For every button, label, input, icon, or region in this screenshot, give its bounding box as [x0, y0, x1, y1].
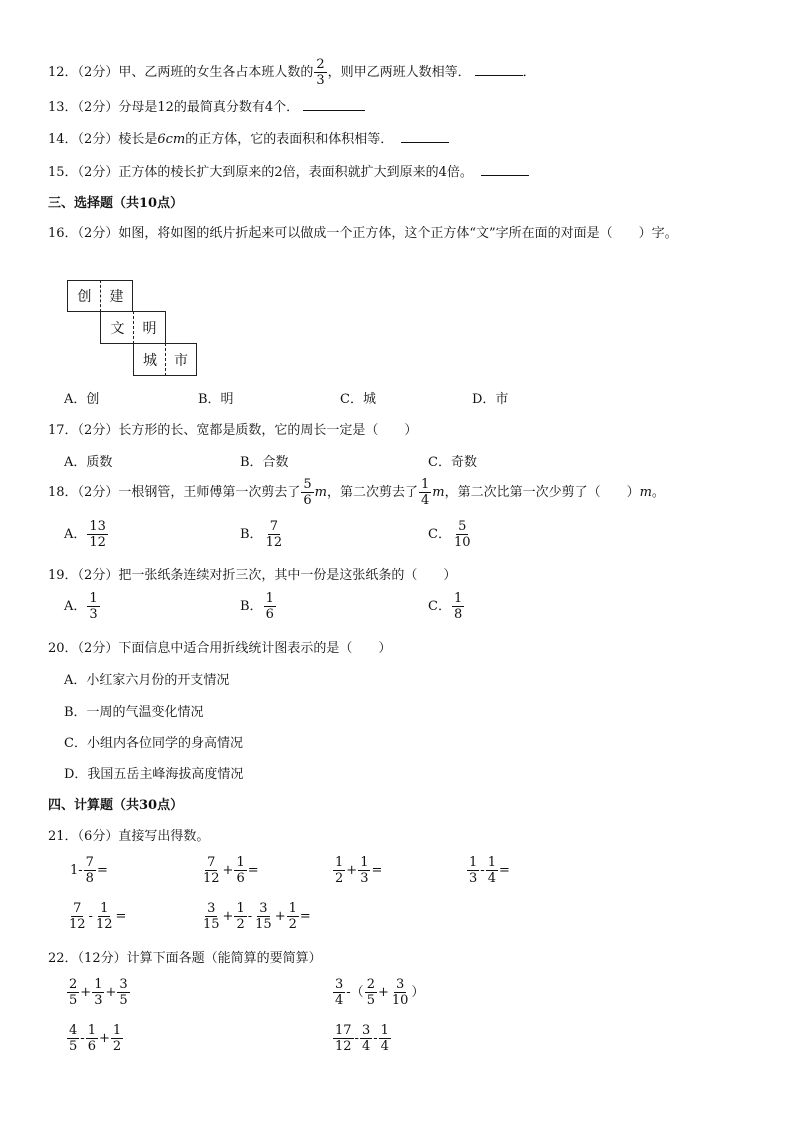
question-number: 15． [48, 165, 78, 180]
question-13 [48, 96, 365, 115]
question-text: 正方体的棱长扩大到原来的2倍，表面积就扩大到原来的4倍。 [118, 165, 473, 180]
option-a[interactable]: A．小红家六月份的开支情况 [64, 673, 230, 688]
unit-label: m [639, 485, 652, 500]
net-cell: 明 [133, 311, 166, 344]
expression: $\frac{17}{12}$ - $\frac{3}{4}$ - $\frac{1}{4}$ [335, 1023, 389, 1054]
expression: $\frac{2}{5}$ + $\frac{1}{3}$ + $\frac{3}{5}$ [69, 977, 128, 1008]
fraction: $\frac{2}{3}$ [316, 57, 325, 88]
option-b[interactable]: B．明 [198, 392, 234, 407]
fraction: $\frac{1}{4}$ [420, 477, 430, 508]
question-14 [48, 128, 449, 147]
question-score: （2分） [77, 485, 119, 500]
question-number: 19． [48, 568, 78, 583]
question-number: 17． [48, 423, 78, 438]
question-score: （2分） [77, 65, 119, 80]
option-c[interactable]: C．奇数 [428, 455, 477, 470]
question-20 [48, 637, 391, 656]
expression: $\frac{7}{12}$ - $\frac{1}{12}$ = [69, 901, 127, 932]
question-score: （2分） [77, 165, 119, 180]
section-heading: 三、选择题（共10点） [48, 196, 184, 211]
question-15 [48, 161, 529, 180]
expression: $\frac{4}{5}$ - $\frac{1}{6}$ + $\frac{1}{2}$ [69, 1023, 122, 1054]
unit-label: m [432, 485, 445, 500]
question-12 [48, 58, 536, 87]
question-text: 。 [651, 485, 665, 500]
option-a[interactable]: A．质数 [64, 455, 113, 470]
answer-blank[interactable] [475, 63, 523, 76]
question-number: 13． [48, 100, 78, 115]
net-cell: 创 [67, 280, 101, 312]
question-text: 下面信息中适合用折线统计图表示的是（ ） [118, 641, 392, 656]
expression: $\frac{3}{15}$ + $\frac{1}{2}$ - $\frac{3}{15}$ + $\frac{1}{2}$ = [203, 901, 311, 932]
question-text: 一根钢管，王师傅第一次剪去了 [118, 485, 301, 500]
question-score: （6分） [77, 829, 119, 844]
question-text: 把一张纸条连续对折三次，其中一份是这张纸条的（ ） [118, 568, 457, 583]
question-text: ，则甲乙两班人数相等． [327, 65, 471, 80]
question-text: ，第二次比第一次少剪了（ ） [444, 485, 640, 500]
option-b[interactable]: B． $\frac{1}{6}$ [240, 591, 274, 622]
section-heading: 四、计算题（共30点） [48, 798, 184, 813]
question-text: 直接写出得数。 [118, 829, 210, 844]
question-text: 分母是12的最简真分数有4个． [118, 100, 300, 115]
net-cell: 建 [100, 280, 133, 312]
question-16 [48, 222, 678, 241]
question-score: （2分） [77, 641, 119, 656]
question-number: 22． [48, 951, 78, 966]
question-number: 18． [48, 485, 78, 500]
question-text: ． [522, 65, 536, 80]
expression: $\frac{3}{4}$ -（ $\frac{2}{5}$ + $\frac{3}{10}$ ） [335, 977, 425, 1008]
option-c[interactable]: C． $\frac{1}{8}$ [428, 591, 463, 622]
question-number: 14． [48, 132, 78, 147]
question-18 [48, 478, 665, 507]
net-cell: 市 [165, 343, 197, 376]
question-score: （2分） [77, 423, 119, 438]
option-c[interactable]: C． $\frac{5}{10}$ [428, 519, 471, 550]
question-score: （2分） [77, 226, 119, 241]
option-c[interactable]: C．城 [340, 392, 376, 407]
option-a[interactable]: A．创 [64, 392, 100, 407]
question-text: 甲、乙两班的女生各占本班人数的 [118, 65, 314, 80]
question-text: 计算下面各题（能简算的要简算） [126, 951, 322, 966]
option-b[interactable]: B．合数 [240, 455, 289, 470]
question-score: （2分） [77, 132, 119, 147]
option-c[interactable]: C．小组内各位同学的身高情况 [64, 736, 243, 751]
question-21 [48, 825, 209, 844]
expression: 1- $\frac{7}{8}$ = [70, 855, 108, 886]
option-d[interactable]: D．我国五岳主峰海拔高度情况 [64, 767, 244, 782]
question-text: 长方形的长、宽都是质数，它的周长一定是（ ） [118, 423, 418, 438]
unit-label: m [314, 485, 327, 500]
answer-blank[interactable] [303, 98, 365, 111]
question-number: 12． [48, 65, 78, 80]
question-number: 16． [48, 226, 78, 241]
fraction: $\frac{5}{6}$ [303, 477, 312, 508]
question-17 [48, 419, 417, 438]
question-score: （2分） [77, 568, 119, 583]
net-cell: 城 [133, 343, 166, 376]
question-number: 21． [48, 829, 78, 844]
option-a[interactable]: A． $\frac{1}{3}$ [64, 591, 98, 622]
option-b[interactable]: B． $\frac{7}{12}$ [240, 519, 283, 550]
edge-length-value: 6cm [157, 132, 186, 147]
option-d[interactable]: D．市 [472, 392, 509, 407]
net-cell: 文 [100, 311, 134, 344]
question-text: ，第二次剪去了 [326, 485, 418, 500]
question-number: 20． [48, 641, 78, 656]
question-score: （2分） [77, 100, 119, 115]
question-22 [48, 947, 322, 966]
question-text: 棱长是 [118, 132, 158, 147]
option-b[interactable]: B．一周的气温变化情况 [64, 705, 204, 720]
question-text: 的正方体，它的表面积和体积相等． [185, 132, 394, 147]
question-text: 如图，将如图的纸片折起来可以做成一个正方体，这个正方体“文”字所在面的对面是（ ）字。 [118, 226, 678, 241]
question-19 [48, 564, 456, 583]
expression: $\frac{1}{2}$ + $\frac{1}{3}$ = [335, 855, 383, 886]
answer-blank[interactable] [481, 163, 529, 176]
answer-blank[interactable] [401, 130, 449, 143]
option-a[interactable]: A． $\frac{13}{12}$ [64, 519, 106, 550]
expression: $\frac{1}{3}$ - $\frac{1}{4}$ = [469, 855, 510, 886]
question-score: （12分） [77, 951, 127, 966]
expression: $\frac{7}{12}$ + $\frac{1}{6}$ = [203, 855, 259, 886]
